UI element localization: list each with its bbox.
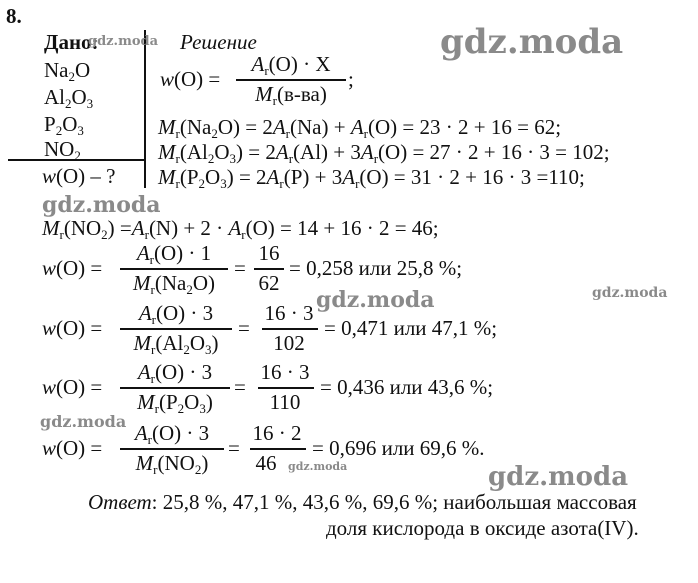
w4-bar [120, 448, 224, 450]
given-item-p2o3: $P_2O_3$ [44, 112, 84, 138]
formula-bar [236, 79, 346, 81]
w1-result: = 0,258 или 25,8 %; [289, 256, 463, 280]
problem-number: 8. [6, 4, 22, 28]
w2-d2: 102 [273, 331, 305, 355]
w3-bar [120, 387, 230, 389]
w3-result: = 0,436 или 43,6 %; [320, 375, 494, 399]
w1-lhs: w(O) = [42, 256, 103, 280]
given-item-al2o3: $Al_2O_3$ [44, 85, 94, 111]
given-label: Дано: [44, 30, 99, 54]
given-item-no2: $NO_2$ [44, 137, 81, 163]
w4-denominator: $M_r(NO_2)$ [135, 451, 209, 477]
w2-result: = 0,471 или 47,1 %; [324, 316, 498, 340]
mr-line-p2o3: $M_r(P_2O_3) = 2A_r(P) + 3A_r(O) = 31 \cdot 2 + 16 \cdot 3 =110$; [158, 165, 585, 191]
watermark: gdz.moda [40, 412, 127, 431]
w2-n2: 16 · 3 [264, 301, 314, 325]
watermark: gdz.moda [440, 22, 624, 62]
w1-d2: 62 [258, 271, 280, 295]
mr-line-no2: $M_r(NO_2) =A_r(N) + 2 \cdot A_r(O) = 14 + 16 \cdot 2 = 46$; [42, 216, 439, 242]
solution-label: Решение [180, 30, 257, 54]
w2-denominator: $M_r(Al_2O_3)$ [133, 331, 219, 357]
w1-denominator: $M_r(Na_2O)$ [133, 271, 215, 297]
w2-bar2 [262, 328, 318, 330]
w3-bar2 [258, 387, 314, 389]
formula-semicolon: ; [348, 67, 354, 91]
w3-d2: 110 [269, 390, 301, 414]
answer-line-1 [88, 492, 637, 513]
answer-text-1: : 25,8 %, 47,1 %, 43,6 %, 69,6 %; наибольшая массовая [151, 490, 637, 514]
w3-numerator: $A_r(O) \cdot 3$ [137, 360, 213, 386]
w3-denominator: $M_r(P_2O_3)$ [137, 390, 213, 416]
w4-lhs: w(O) = [42, 436, 103, 460]
w4-n2: 16 · 2 [252, 421, 302, 445]
watermark: gdz.moda [88, 34, 159, 49]
w4-bar2 [250, 448, 306, 450]
w3-n2: 16 · 3 [260, 360, 310, 384]
w3-eq: = [234, 375, 246, 399]
w2-numerator: $A_r(O) \cdot 3$ [138, 301, 214, 327]
w1-bar2 [254, 268, 284, 270]
mr-line-na2o: $M_r(Na_2O) = 2A_r(Na) + A_r(O) = 23 \cdot 2 + 16 = 62$; [158, 115, 562, 141]
w2-eq: = [238, 316, 250, 340]
w4-result: = 0,696 или 69,6 %. [312, 436, 485, 460]
w2-lhs: w(O) = [42, 316, 103, 340]
w1-bar [120, 268, 228, 270]
watermark: gdz.moda [316, 287, 435, 313]
w1-eq: = [234, 256, 246, 280]
w2-bar [120, 328, 232, 330]
given-item-na2o: $Na_2O$ [44, 58, 91, 84]
w4-eq: = [228, 436, 240, 460]
w3-lhs: w(O) = [42, 375, 103, 399]
watermark: gdz.moda [42, 192, 161, 218]
formula-numerator: $A_r(O) \cdot X$ [251, 52, 331, 78]
formula-lhs: w(O) = [160, 67, 221, 91]
mr-line-al2o3: $M_r(Al_2O_3) = 2A_r(Al) + 3A_r(O) = 27 \cdot 2 + 16 \cdot 3 = 102$; [158, 140, 610, 166]
formula-denominator: $M_r(в-ва)$ [255, 82, 327, 108]
w1-n2: 16 [258, 241, 280, 265]
answer-label: Ответ [88, 490, 152, 514]
watermark: gdz.moda [592, 285, 668, 301]
w1-numerator: $A_r(O) \cdot 1$ [136, 241, 212, 267]
given-find: w(O) – ? [42, 164, 116, 188]
given-divider-vertical [144, 30, 146, 188]
answer-line-2: доля кислорода в оксиде азота(IV). [326, 516, 639, 540]
watermark: gdz.moda [488, 462, 629, 492]
w4-numerator: $A_r(O) \cdot 3$ [134, 421, 210, 447]
watermark-small: gdz.moda [288, 460, 348, 473]
w4-d2: 46 [255, 451, 277, 475]
